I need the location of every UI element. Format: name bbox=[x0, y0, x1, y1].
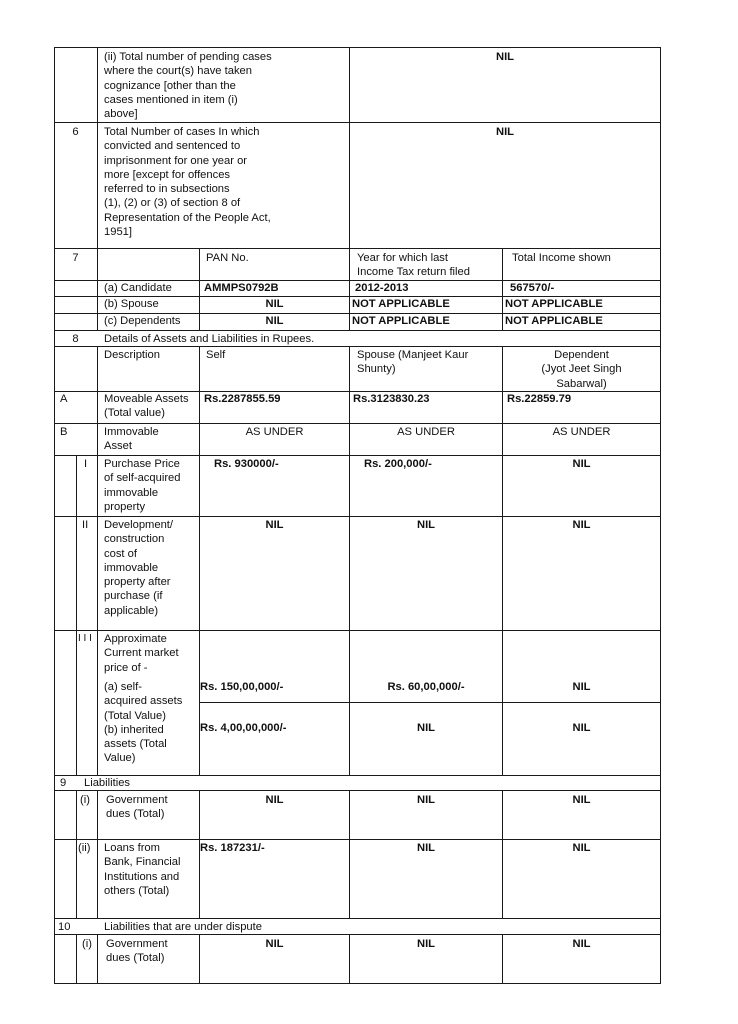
self-acquired-dependent: NIL bbox=[572, 681, 591, 693]
self-acquired-self: Rs. 150,00,000/- bbox=[200, 681, 284, 693]
market-price-label: Approximate Current market price of - bbox=[104, 633, 179, 674]
govt-dues-spouse: NIL bbox=[416, 794, 436, 806]
purchase-price-dependent: NIL bbox=[572, 458, 591, 470]
table-rule bbox=[349, 346, 350, 775]
liabilities-title: Liabilities bbox=[84, 777, 131, 789]
pending-cases-value: NIL bbox=[495, 51, 515, 63]
row-a-label: A bbox=[60, 393, 68, 405]
liab-i-label: (i) bbox=[80, 794, 90, 806]
row-9-number: 9 bbox=[60, 777, 67, 789]
total-income-header: Total Income shown bbox=[512, 252, 611, 264]
table-rule bbox=[199, 702, 661, 703]
dependents-itr-year: NOT APPLICABLE bbox=[352, 315, 450, 327]
loans-spouse: NIL bbox=[416, 842, 436, 854]
itr-year-header: Year for which last Income Tax return filed bbox=[357, 252, 470, 279]
govt-dues-self: NIL bbox=[265, 794, 284, 806]
self-acquired-spouse: Rs. 60,00,000/- bbox=[387, 681, 465, 693]
table-rule bbox=[199, 346, 200, 775]
dependents-income: NOT APPLICABLE bbox=[505, 315, 603, 327]
development-cost-label: Development/ construction cost of immovable property after purchase (if applicable) bbox=[104, 519, 174, 617]
row-10-number: 10 bbox=[58, 921, 71, 933]
table-rule bbox=[502, 346, 503, 775]
table-rule bbox=[54, 918, 661, 919]
disputed-i-label: (i) bbox=[82, 938, 92, 950]
immovable-asset-label: Immovable Asset bbox=[104, 426, 159, 453]
spouse-label: (b) Spouse bbox=[104, 298, 159, 310]
row-b-label: B bbox=[60, 426, 68, 438]
disputed-govt-dues-label: Government dues (Total) bbox=[106, 938, 168, 965]
pan-header: PAN No. bbox=[206, 252, 249, 264]
purchase-price-label: Purchase Price of self-acquired immovable property bbox=[104, 458, 181, 513]
immovable-asset-spouse: AS UNDER bbox=[397, 426, 455, 438]
market-price-subitems: (a) self- acquired assets (Total Value) (b) inherited assets (Total Value) bbox=[104, 681, 183, 765]
table-rule bbox=[54, 330, 661, 331]
row-6-number: 6 bbox=[72, 126, 79, 138]
pending-cases-label: (ii) Total number of pending cases where the court(s) have taken cognizance [other than the cases mentioned in item (i) above] bbox=[104, 51, 272, 121]
table-rule bbox=[54, 775, 661, 776]
table-rule bbox=[54, 516, 661, 517]
table-rule bbox=[97, 934, 98, 984]
table-rule bbox=[54, 790, 661, 791]
inherited-self: Rs. 4,00,00,000/- bbox=[200, 722, 287, 734]
immovable-asset-dependent: AS UNDER bbox=[552, 426, 611, 438]
dependents-label: (c) Dependents bbox=[104, 315, 181, 327]
table-rule bbox=[76, 790, 77, 918]
liab-ii-label: (ii) bbox=[78, 842, 91, 854]
table-rule bbox=[54, 47, 661, 48]
table-rule bbox=[97, 346, 98, 775]
candidate-pan: AMMPS0792B bbox=[204, 282, 279, 294]
spouse-itr-year: NOT APPLICABLE bbox=[352, 298, 450, 310]
purchase-price-spouse: Rs. 200,000/- bbox=[364, 458, 432, 470]
convicted-cases-value: NIL bbox=[495, 126, 515, 138]
description-header: Description bbox=[104, 349, 160, 361]
table-rule bbox=[97, 47, 98, 330]
table-rule bbox=[54, 423, 661, 424]
dependents-pan: NIL bbox=[265, 315, 284, 327]
table-rule bbox=[54, 248, 661, 249]
table-rule bbox=[54, 47, 55, 984]
inherited-spouse: NIL bbox=[416, 722, 436, 734]
table-rule bbox=[76, 455, 77, 775]
row-8-number: 8 bbox=[72, 333, 79, 345]
spouse-header: Spouse (Manjeet Kaur Shunty) bbox=[357, 349, 469, 376]
moveable-assets-dependent: Rs.22859.79 bbox=[507, 393, 572, 405]
disputed-govt-dues-self: NIL bbox=[265, 938, 284, 950]
govt-dues-label: Government dues (Total) bbox=[106, 794, 168, 821]
table-rule bbox=[54, 455, 661, 456]
development-cost-dependent: NIL bbox=[572, 519, 591, 531]
moveable-assets-spouse: Rs.3123830.23 bbox=[353, 393, 430, 405]
disputed-govt-dues-spouse: NIL bbox=[416, 938, 436, 950]
spouse-pan: NIL bbox=[265, 298, 284, 310]
table-rule bbox=[349, 47, 350, 330]
self-header: Self bbox=[206, 349, 226, 361]
table-rule bbox=[660, 47, 661, 984]
table-rule bbox=[502, 248, 503, 330]
govt-dues-dependent: NIL bbox=[572, 794, 591, 806]
development-cost-spouse: NIL bbox=[416, 519, 436, 531]
row-iii-label: I I I bbox=[78, 633, 92, 644]
loans-dependent: NIL bbox=[572, 842, 591, 854]
table-rule bbox=[54, 630, 661, 631]
candidate-label: (a) Candidate bbox=[104, 282, 172, 294]
table-rule bbox=[97, 790, 98, 918]
inherited-dependent: NIL bbox=[572, 722, 591, 734]
dependent-header: Dependent (Jyot Jeet Singh Sabarwal) bbox=[541, 349, 622, 390]
convicted-cases-label: Total Number of cases In which convicted and sentenced to imprisonment for one year or more [except for offences referred to in subsections (1), (2) or (3) of section 8 of Representation of the People Act, 1951] bbox=[104, 126, 271, 239]
development-cost-self: NIL bbox=[265, 519, 284, 531]
table-rule bbox=[54, 839, 661, 840]
table-rule bbox=[54, 983, 661, 984]
immovable-asset-self: AS UNDER bbox=[245, 426, 304, 438]
purchase-price-self: Rs. 930000/- bbox=[214, 458, 279, 470]
disputed-govt-dues-dependent: NIL bbox=[572, 938, 591, 950]
candidate-itr-year: 2012-2013 bbox=[355, 282, 409, 294]
loans-label: Loans from Bank, Financial Institutions and others (Total) bbox=[104, 842, 181, 897]
candidate-income: 567570/- bbox=[510, 282, 555, 294]
spouse-income: NOT APPLICABLE bbox=[505, 298, 603, 310]
assets-liabilities-title: Details of Assets and Liabilities in Rupees. bbox=[104, 333, 315, 345]
moveable-assets-label: Moveable Assets (Total value) bbox=[104, 393, 189, 420]
row-i-label: I bbox=[84, 458, 88, 470]
row-7-number: 7 bbox=[72, 252, 79, 264]
disputed-liabilities-title: Liabilities that are under dispute bbox=[104, 921, 262, 933]
table-rule bbox=[54, 122, 661, 123]
row-ii-label: II bbox=[82, 519, 89, 531]
moveable-assets-self: Rs.2287855.59 bbox=[204, 393, 281, 405]
loans-self: Rs. 187231/- bbox=[200, 842, 265, 854]
table-rule bbox=[76, 934, 77, 984]
